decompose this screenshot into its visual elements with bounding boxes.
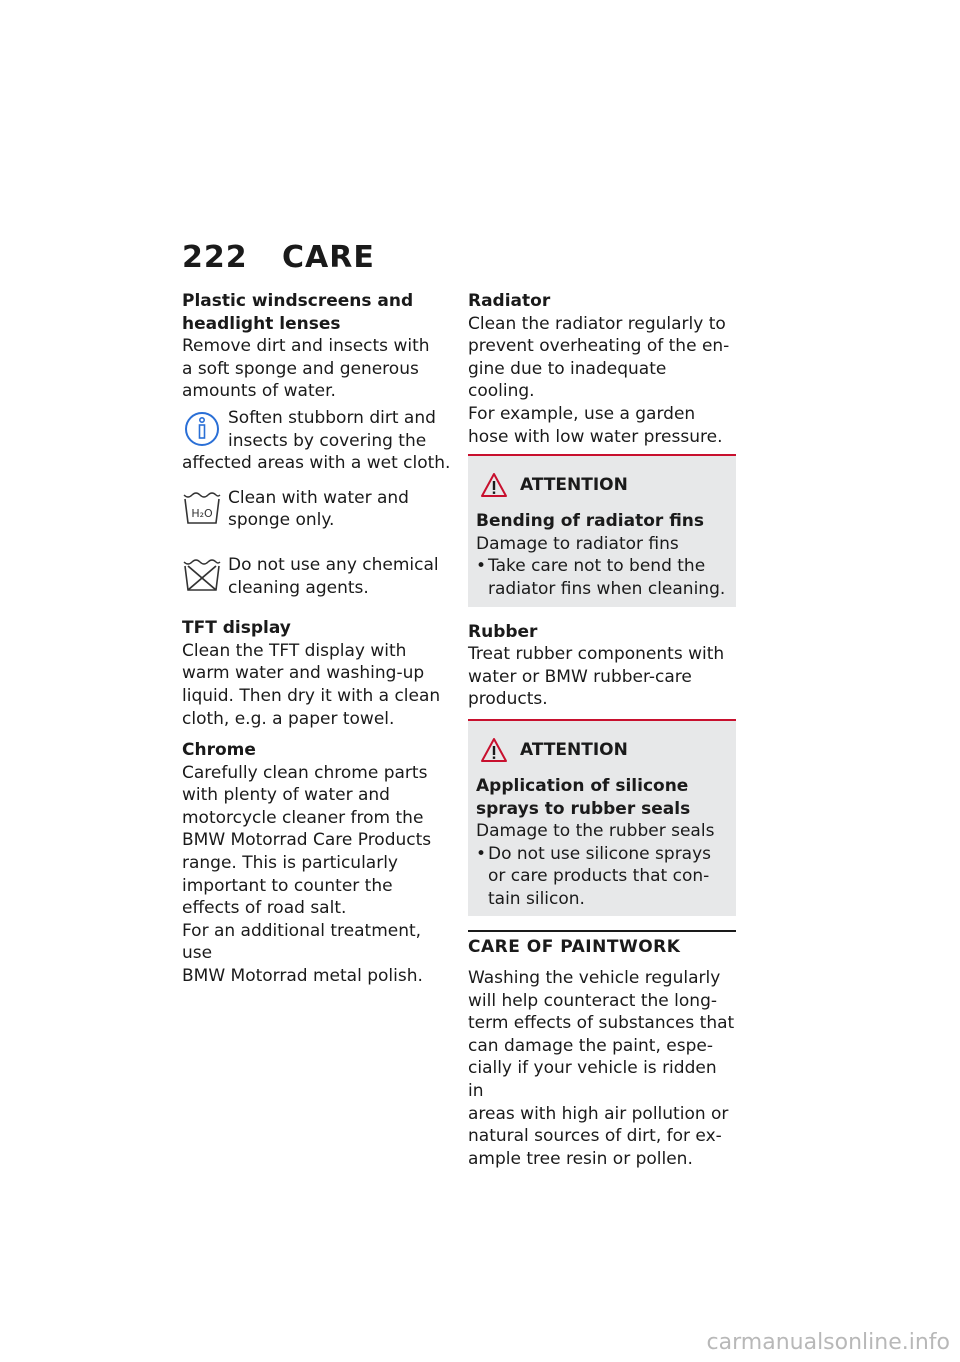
rubber-body-1: Treat rubber components with (468, 644, 725, 665)
radiator-body-4: For example, use a garden (468, 403, 696, 424)
info-icon (182, 407, 222, 447)
watermark: carmanualsonline.info (706, 1330, 950, 1355)
rubber-body-3: products. (468, 689, 548, 710)
chapter-title: CARE (282, 240, 375, 275)
attention-title-1: Application of silicone (476, 775, 689, 796)
attention-bullet: • Do not use silicone sprays or care products that con- tain silicon. (476, 843, 712, 909)
paintwork-body-5: cially if your vehicle is ridden in (468, 1058, 717, 1102)
paintwork-body-3: term effects of substances that (468, 1013, 735, 1034)
info-text-2: insects by covering the (228, 430, 427, 451)
chrome-body-9: BMW Motorrad metal polish. (182, 966, 423, 987)
water-icon-label: H₂O (191, 506, 213, 520)
section-divider (468, 930, 736, 932)
attention-bullet: • Take care not to bend the radiator fins when cleaning. (476, 556, 726, 599)
tft-body-3: liquid. Then dry it with a clean (182, 685, 441, 706)
attention-label: ATTENTION (520, 474, 628, 495)
chrome-body-5: range. This is particularly (182, 853, 398, 874)
attention-title-2: sprays to rubber seals (476, 798, 691, 819)
water-text-1: Clean with water and (228, 487, 409, 508)
radiator-heading: Radiator (468, 291, 551, 311)
warning-triangle-icon (480, 737, 508, 763)
paintwork-body-6: areas with high air pollution or (468, 1103, 729, 1124)
chrome-body-4: BMW Motorrad Care Products (182, 830, 432, 851)
windscreens-body-2: a soft sponge and generous (182, 358, 419, 379)
water-note (182, 487, 454, 532)
paintwork-body-8: ample tree resin or pollen. (468, 1148, 693, 1169)
paintwork-body-7: natural sources of dirt, for ex- (468, 1126, 722, 1147)
page-number: 222 (182, 240, 248, 275)
radiator-attention-box (468, 454, 736, 606)
attention-title: Bending of radiator fins (476, 511, 705, 532)
windscreens-heading-1: Plastic windscreens and (182, 291, 414, 311)
chrome-body-6: important to counter the (182, 875, 393, 896)
info-note (182, 407, 454, 452)
windscreens-heading-2: headlight lenses (182, 313, 341, 334)
chrome-heading: Chrome (182, 740, 256, 761)
info-text-3: affected areas with a wet cloth. (182, 453, 451, 474)
rubber-body-2: water or BMW rubber-care (468, 666, 692, 687)
no-chemical-icon (182, 554, 222, 594)
info-text-1: Soften stubborn dirt and (228, 407, 436, 428)
paintwork-body-1: Washing the vehicle regularly (468, 968, 721, 989)
chrome-body-7: effects of road salt. (182, 898, 347, 919)
paintwork-body-4: can damage the paint, espe- (468, 1035, 713, 1056)
attention-label: ATTENTION (520, 739, 628, 760)
radiator-body-3: gine due to inadequate cooling. (468, 358, 667, 402)
paintwork-body-2: will help counteract the long- (468, 990, 717, 1011)
attention-desc: Damage to the rubber seals (476, 821, 715, 842)
rubber-heading: Rubber (468, 621, 538, 642)
chrome-body-3: motorcycle cleaner from the (182, 807, 424, 828)
nochem-text-1: Do not use any chemical (228, 554, 439, 575)
radiator-body-5: hose with low water pressure. (468, 426, 723, 447)
warning-triangle-icon (480, 472, 508, 498)
tft-body-2: warm water and washing-up (182, 663, 425, 684)
hand-wash-icon (182, 487, 222, 527)
no-chemical-note (182, 554, 454, 599)
radiator-body-2: prevent overheating of the en- (468, 336, 730, 357)
bullet-line-2: radiator fins when cleaning. (488, 578, 726, 599)
left-column (182, 290, 454, 988)
windscreens-body-3: amounts of water. (182, 381, 336, 402)
right-column (468, 290, 736, 1170)
bullet-line-2: or care products that con- (488, 866, 710, 887)
bullet-line-1: Do not use silicone sprays (488, 843, 712, 864)
radiator-body-1: Clean the radiator regularly to (468, 313, 726, 334)
tft-body-1: Clean the TFT display with (182, 640, 407, 661)
bullet-line-1: Take care not to bend the (488, 556, 706, 577)
tft-body-4: cloth, e.g. a paper towel. (182, 708, 395, 729)
rubber-attention-box (468, 719, 736, 917)
paintwork-heading: CARE OF PAINTWORK (468, 937, 681, 958)
tft-heading: TFT display (182, 618, 291, 639)
water-text-2: sponge only. (228, 510, 335, 531)
chrome-body-1: Carefully clean chrome parts (182, 762, 428, 783)
attention-desc: Damage to radiator fins (476, 533, 679, 554)
windscreens-body-1: Remove dirt and insects with (182, 336, 430, 357)
bullet-line-3: tain silicon. (488, 888, 585, 909)
chrome-body-8: For an additional treatment, use (182, 920, 422, 964)
nochem-text-2: cleaning agents. (228, 577, 369, 598)
chrome-body-2: with plenty of water and (182, 785, 390, 806)
